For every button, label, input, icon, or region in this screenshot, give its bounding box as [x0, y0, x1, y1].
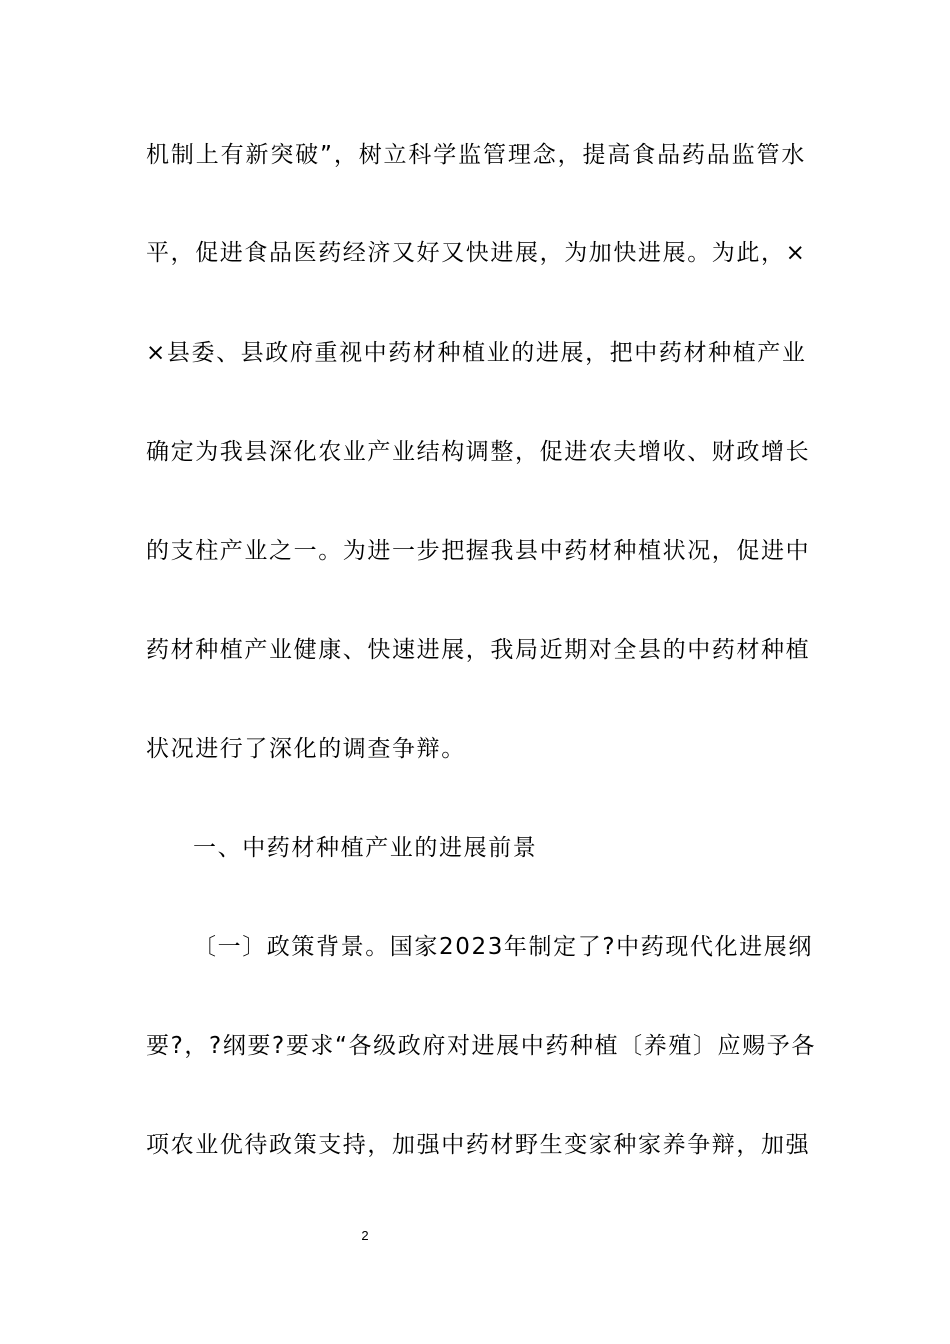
paragraph-line: 〔一〕政策背景。国家2023年制定了?中药现代化进展纲 — [193, 934, 813, 960]
paragraph-line: 确定为我县深化农业产业结构调整，促进农夫增收、财政增长 — [146, 439, 811, 465]
paragraph-line: ×县委、县政府重视中药材种植业的进展，把中药材种植产业 — [146, 340, 807, 366]
paragraph-line: 项农业优待政策支持，加强中药材野生变家种家养争辩，加强 — [146, 1132, 811, 1158]
paragraph-line: 要?，?纲要?要求“各级政府对进展中药种植〔养殖〕应赐予各 — [146, 1033, 816, 1059]
paragraph-line: 平，促进食品医药经济又好又快进展，为加快进展。为此，× — [146, 240, 807, 266]
paragraph-line: 状况进行了深化的调查争辩。 — [146, 736, 466, 762]
paragraph-line: 药材种植产业健康、快速进展，我局近期对全县的中药材种植 — [146, 637, 811, 663]
section-heading: 一、中药材种植产业的进展前景 — [193, 835, 538, 861]
paragraph-line: 机制上有新突破”，树立科学监管理念，提高食品药品监管水 — [146, 142, 806, 168]
page-number: 2 — [361, 1228, 369, 1243]
paragraph-line: 的支柱产业之一。为进一步把握我县中药材种植状况，促进中 — [146, 538, 811, 564]
